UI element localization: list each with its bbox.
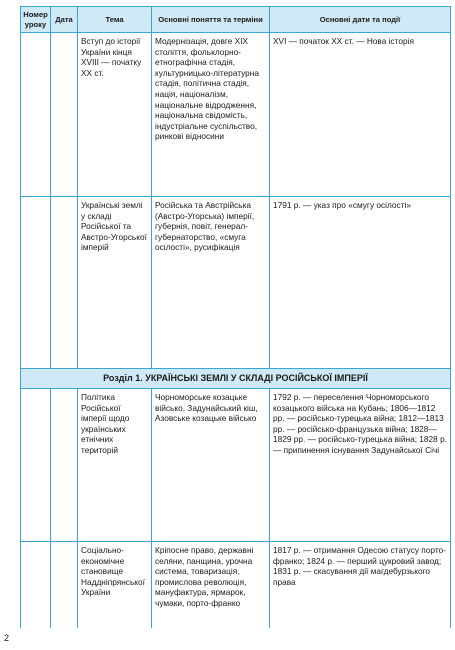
table-header-row [21, 7, 451, 33]
lesson-number-cell [21, 389, 51, 542]
document-page [20, 6, 455, 628]
concepts-cell: Російська та Австрійська (Австро-Угорська) імперії, губернія, повіт, генерал-губернаторство, «смуга осілості», русифікація [152, 197, 270, 369]
lesson-number-cell [21, 542, 51, 629]
header-lesson-number: Номер уроку [21, 7, 51, 33]
table-row [21, 389, 451, 542]
date-cell [51, 33, 78, 197]
lesson-plan-table [20, 6, 451, 628]
events-cell: 1792 р. — переселення Чорноморського козацького війська на Кубань; 1806—1812 рр. — російсько-турецька війна; 1812—1813 рр. — російсько-французька війна; 1828—1829 рр. — російсько-турецька війна; 1828 р. — припинення існування Задунайської Січі [270, 389, 451, 542]
header-topic: Тема [78, 7, 152, 33]
section-title: Розділ 1. УКРАЇНСЬКІ ЗЕМЛІ У СКЛАДІ РОСІЙСЬКОЇ ІМПЕРІЇ [21, 369, 451, 389]
topic-cell: Українські землі у складі Російської та Австро-Угорської імперій [78, 197, 152, 369]
topic-cell: Політика Російської імперії щодо українських етнічних територій [78, 389, 152, 542]
concepts-cell: Модернізація, довге XIX століття, фольклорно-етнографічна стадія, культурницько-літературна стадія, політична стадія, нація, націоналізм, національне відродження, національна свідомість, індустріальне суспільство, ринкові відносини [152, 33, 270, 197]
header-dates-events: Основні дати та події [270, 7, 451, 33]
concepts-cell: Чорноморське козацьке військо, Задунайський кіш, Азовське козацьке військо [152, 389, 270, 542]
events-cell: 1791 р. — указ про «смугу осілості» [270, 197, 451, 369]
topic-cell: Вступ до історії України кінця XVIII — початку XX ст. [78, 33, 152, 197]
page-number: 2 [4, 633, 10, 643]
concepts-cell: Кріпосне право, державні селяни, панщина, урочна система, товаризація, промислова революція, мануфактура, ярмарок, чумаки, порто-франко [152, 542, 270, 629]
lesson-number-cell [21, 197, 51, 369]
date-cell [51, 389, 78, 542]
section-heading-row [21, 369, 451, 389]
table-row [21, 197, 451, 369]
topic-cell: Соціально-економічне становище Наддніпрянської України [78, 542, 152, 629]
events-cell: XVI — початок XX ст. — Нова історія [270, 33, 451, 197]
date-cell [51, 197, 78, 369]
events-cell: 1817 р. — отримання Одесою статусу порто-франко; 1824 р. — перший цукровий завод; 1831 р. — скасування дії магдебурзького права [270, 542, 451, 629]
date-cell [51, 542, 78, 629]
table-row [21, 542, 451, 629]
header-concepts: Основні поняття та терміни [152, 7, 270, 33]
header-date: Дата [51, 7, 78, 33]
table-row [21, 33, 451, 197]
lesson-number-cell [21, 33, 51, 197]
